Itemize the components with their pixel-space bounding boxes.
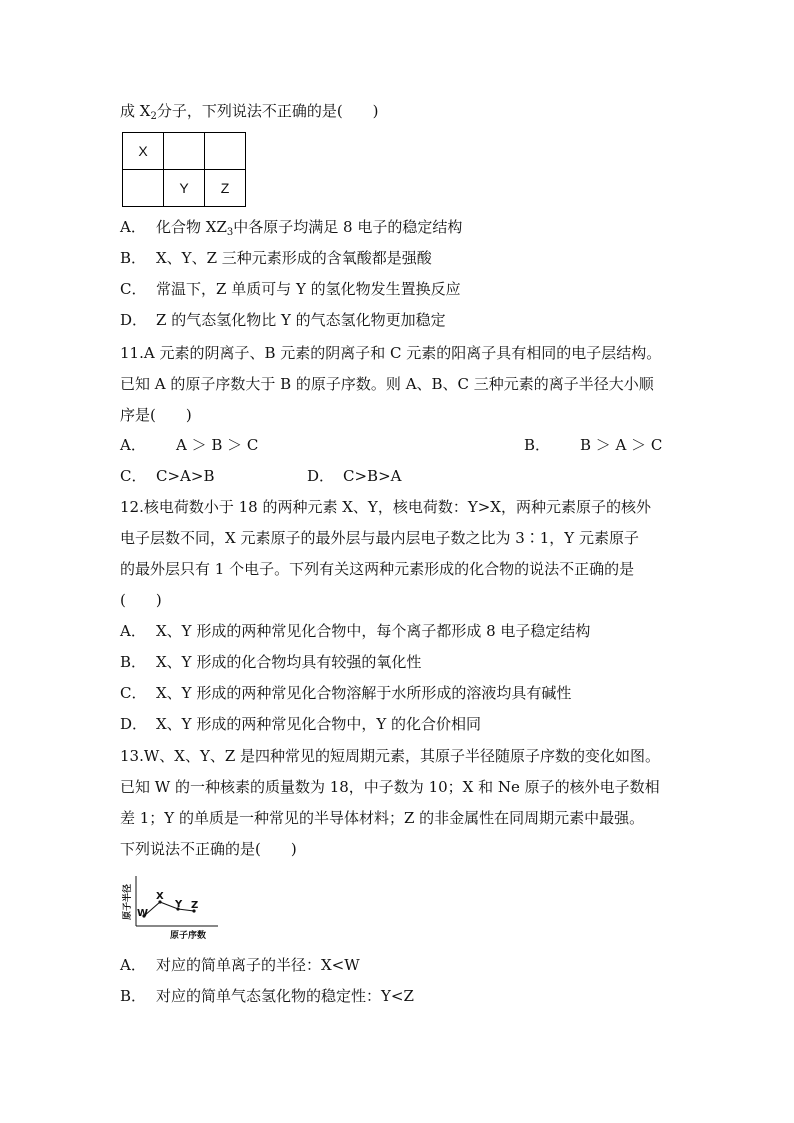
- q12-stem-line: 的最外层只有 1 个电子。下列有关这两种元素形成的化合物的说法不正确的是: [120, 560, 635, 578]
- q11-option-d: D． C>B>A: [307, 467, 402, 485]
- y-axis-label: 原子半径: [123, 883, 133, 920]
- q13-stem-line: 差 1；Y 的单质是一种常见的半导体材料；Z 的非金属性在同周期元素中最强。: [120, 809, 645, 827]
- q10-intro: 成 $X_2$分子，下列说法不正确的是( ): [120, 102, 379, 122]
- q10-option-c: C． 常温下，Z 单质可与 Y 的氢化物发生置换反应: [120, 280, 461, 298]
- grid-cell: Y: [164, 170, 205, 207]
- q12-stem-line: 电子层数不同，X 元素原子的最外层与最内层电子数之比为 3∶1，Y 元素原子: [120, 529, 639, 547]
- q13-option-b: B． 对应的简单气态氢化物的稳定性：Y<Z: [120, 987, 414, 1005]
- radius-curve: [144, 902, 194, 916]
- label-w: W: [137, 908, 149, 919]
- grid-cell: [164, 133, 205, 170]
- grid-cell: X: [123, 133, 164, 170]
- q11-stem-line: 序是( ): [120, 406, 192, 424]
- x-axis-label: 原子序数: [170, 931, 207, 941]
- grid-cell: Z: [205, 170, 246, 207]
- label-z: Z: [191, 900, 199, 911]
- q11-stem-line: 已知 A 的原子序数大于 B 的原子序数。则 A、B、C 三种元素的离子半径大小顺: [120, 375, 654, 393]
- q12-option-d: D． X、Y 形成的两种常见化合物中，Y 的化合价相同: [120, 715, 482, 733]
- periodic-grid: [122, 132, 246, 207]
- q11-option-b: B． B ＞ A ＞ C: [524, 436, 663, 454]
- grid-cell: [205, 133, 246, 170]
- q12-option-b: B． X、Y 形成的化合物均具有较强的氧化性: [120, 653, 422, 671]
- q11-option-c: C． C>A>B: [120, 467, 215, 485]
- q12-stem-line: 12.核电荷数小于 18 的两种元素 X、Y，核电荷数：Y>X，两种元素原子的核外: [120, 498, 651, 516]
- q13-stem-line: 13.W、X、Y、Z 是四种常见的短周期元素，其原子半径随原子序数的变化如图。: [120, 747, 661, 765]
- q12-option-a: A． X、Y 形成的两种常见化合物中，每个离子都形成 8 电子稳定结构: [120, 622, 591, 640]
- q10-option-a: A． 化合物 $XZ_3$中各原子均满足 8 电子的稳定结构: [120, 218, 463, 238]
- q10-option-d: D． Z 的气态氢化物比 Y 的气态氢化物更加稳定: [120, 311, 446, 329]
- q11-stem-line: 11.A 元素的阴离子、B 元素的阴离子和 C 元素的阳离子具有相同的电子层结构。: [120, 344, 662, 362]
- q10-option-b: B． X、Y、Z 三种元素形成的含氧酸都是强酸: [120, 249, 432, 267]
- radius-diagram: [120, 872, 220, 942]
- q11-option-a: A． A ＞ B ＞ C: [120, 436, 259, 454]
- q13-option-a: A． 对应的简单离子的半径：X<W: [120, 956, 360, 974]
- label-y: Y: [175, 899, 183, 910]
- q13-stem-line: 下列说法不正确的是( ): [120, 840, 297, 858]
- q13-stem-line: 已知 W 的一种核素的质量数为 18，中子数为 10；X 和 Ne 原子的核外电子数相: [120, 778, 660, 796]
- q12-stem-line: ( ): [120, 591, 162, 609]
- grid-cell: [123, 170, 164, 207]
- q12-option-c: C． X、Y 形成的两种常见化合物溶解于水所形成的溶液均具有碱性: [120, 684, 572, 702]
- label-x: X: [156, 891, 164, 902]
